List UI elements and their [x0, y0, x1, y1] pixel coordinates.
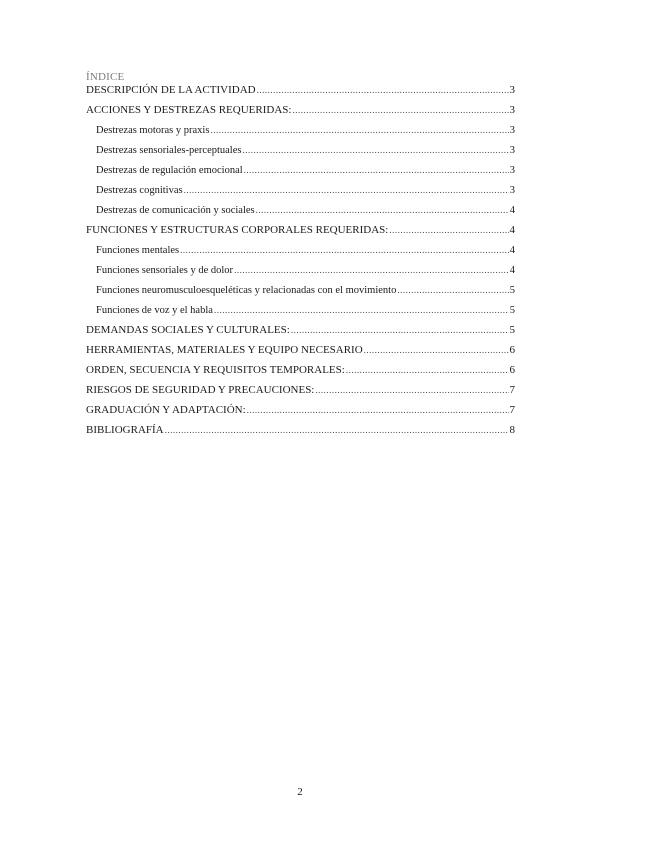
toc-leader-dots [364, 344, 509, 357]
toc-entry-title: Destrezas de comunicación y sociales [96, 205, 255, 216]
toc-entry[interactable] [86, 364, 515, 384]
toc-leader-dots [210, 124, 508, 137]
toc-entry-title: ACCIONES Y DESTREZAS REQUERIDAS: [86, 104, 292, 116]
toc-entry-page: 3 [509, 104, 515, 116]
toc-entry-page: 3 [509, 125, 515, 136]
toc-entry-title: Funciones sensoriales y de dolor [96, 265, 234, 276]
toc-entry[interactable] [86, 224, 515, 244]
toc-entry-title: ORDEN, SECUENCIA Y REQUISITOS TEMPORALES: [86, 364, 345, 376]
toc-leader-dots [214, 304, 509, 317]
toc-leader-dots [315, 384, 508, 397]
toc-entry-page: 3 [509, 165, 515, 176]
toc-entry-title: GRADUACIÓN Y ADAPTACIÓN: [86, 404, 246, 416]
toc-entry-title: FUNCIONES Y ESTRUCTURAS CORPORALES REQUERIDAS: [86, 224, 389, 236]
toc-subentry[interactable] [86, 244, 515, 264]
toc-entry-title: Destrezas cognitivas [96, 185, 183, 196]
toc-leader-dots [256, 204, 509, 217]
toc-entry-title: HERRAMIENTAS, MATERIALES Y EQUIPO NECESARIO [86, 344, 363, 356]
toc-leader-dots [292, 104, 508, 117]
toc-entry-page: 7 [509, 404, 515, 416]
toc-entry-title: DEMANDAS SOCIALES Y CULTURALES: [86, 324, 290, 336]
toc-entry-title: Destrezas sensoriales-perceptuales [96, 145, 242, 156]
toc-entry-title: Destrezas motoras y praxis [96, 125, 210, 136]
toc-entry[interactable] [86, 344, 515, 364]
toc-entry-page: 6 [509, 344, 515, 356]
toc-leader-dots [244, 164, 509, 177]
toc-leader-dots [242, 144, 508, 157]
toc-entry-page: 4 [509, 205, 515, 216]
toc-leader-dots [180, 244, 509, 257]
toc-subentry[interactable] [86, 124, 515, 144]
toc-entry-page: 5 [509, 285, 515, 296]
toc-leader-dots [247, 404, 509, 417]
toc-entry[interactable] [86, 104, 515, 124]
toc-entry-page: 3 [509, 84, 515, 96]
toc-entry-page: 4 [509, 245, 515, 256]
toc-leader-dots [346, 364, 509, 377]
toc-entry[interactable] [86, 404, 515, 424]
toc-entry-title: Funciones mentales [96, 245, 180, 256]
toc-subentry[interactable] [86, 304, 515, 324]
toc-leader-dots [184, 184, 509, 197]
toc-subentry[interactable] [86, 284, 515, 304]
toc-entry-page: 5 [509, 324, 515, 336]
toc-entry-page: 4 [509, 224, 515, 236]
toc-entry-title: BIBLIOGRAFÍA [86, 424, 164, 436]
toc-subentry[interactable] [86, 264, 515, 284]
toc-subentry[interactable] [86, 184, 515, 204]
table-of-contents [86, 84, 515, 444]
toc-entry[interactable] [86, 84, 515, 104]
toc-entry-page: 4 [509, 265, 515, 276]
toc-subentry[interactable] [86, 164, 515, 184]
toc-entry-page: 6 [509, 364, 515, 376]
toc-entry-page: 3 [509, 185, 515, 196]
toc-subentry[interactable] [86, 144, 515, 164]
toc-entry[interactable] [86, 324, 515, 344]
toc-leader-dots [234, 264, 509, 277]
toc-entry-page: 7 [509, 384, 515, 396]
toc-entry-page: 5 [509, 305, 515, 316]
toc-leader-dots [257, 84, 509, 97]
toc-entry-page: 3 [509, 145, 515, 156]
toc-subentry[interactable] [86, 204, 515, 224]
toc-leader-dots [389, 224, 508, 237]
toc-entry[interactable] [86, 424, 515, 444]
toc-entry-page: 8 [509, 424, 515, 436]
toc-entry-title: DESCRIPCIÓN DE LA ACTIVIDAD [86, 84, 256, 96]
toc-leader-dots [291, 324, 509, 337]
toc-entry[interactable] [86, 384, 515, 404]
toc-leader-dots [165, 424, 509, 437]
toc-entry-title: Funciones de voz y el habla [96, 305, 213, 316]
toc-entry-title: RIESGOS DE SEGURIDAD Y PRECAUCIONES: [86, 384, 315, 396]
toc-entry-title: Funciones neuromusculoesqueléticas y relacionadas con el movimiento [96, 285, 397, 296]
toc-leader-dots [397, 284, 508, 297]
page-number: 2 [297, 786, 303, 798]
toc-heading: ÍNDICE [86, 71, 125, 83]
toc-entry-title: Destrezas de regulación emocional [96, 165, 243, 176]
